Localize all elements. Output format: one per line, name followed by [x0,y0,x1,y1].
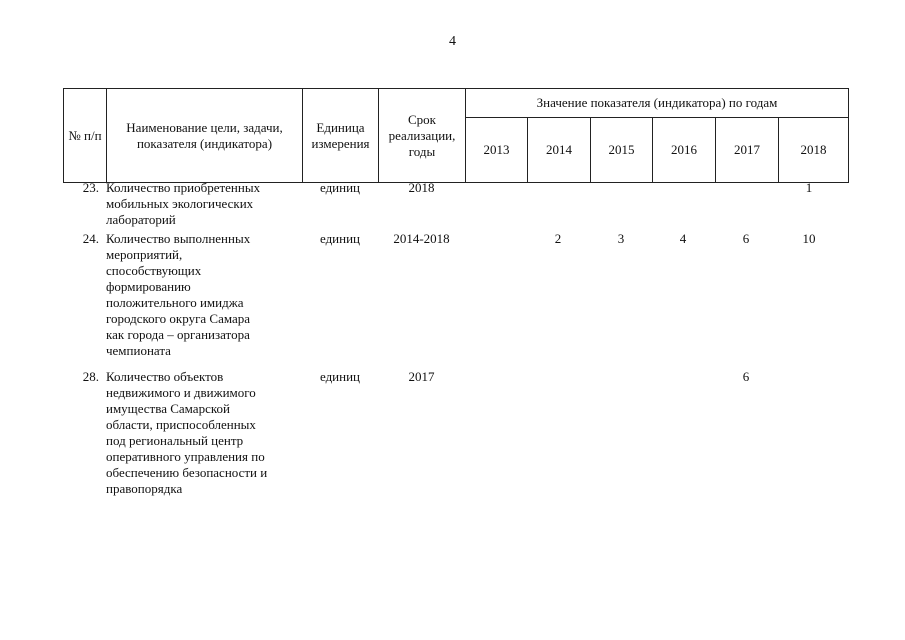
row-name: Количество выполненных мероприятий, способствующих формированию положительного имиджа городского округа Самара как города – организатора чемпионата [106,231,251,358]
row-value: 4 [679,231,687,246]
header-name: Наименование цели, задачи, показателя (индикатора) [107,89,303,183]
header-year: 2016 [653,118,716,183]
row-value: 6 [742,369,750,384]
row-value: 6 [742,231,750,246]
header-year: 2014 [528,118,591,183]
row-term: 2018 [408,180,435,195]
row-unit: единиц [319,180,361,195]
row-num: 23. [82,180,99,195]
row-unit: единиц [319,369,361,384]
header-values-group: Значение показателя (индикатора) по годам [466,89,849,118]
row-term: 2014-2018 [393,231,450,246]
header-year: 2017 [716,118,779,183]
header-year: 2015 [591,118,653,183]
row-name: Количество объектов недвижимого и движимого имущества Самарской области, приспособленных под региональный центр оперативного управления по обеспечению безопасности и правопорядка [106,369,268,496]
row-value: 1 [805,180,813,195]
row-unit: единиц [319,231,361,246]
header-term: Срок реализации, годы [379,89,466,183]
row-value: 2 [554,231,562,246]
row-name: Количество приобретенных мобильных экологических лабораторий [106,180,261,227]
table-header [63,88,849,183]
row-term: 2017 [408,369,435,384]
header-year: 2018 [779,118,849,183]
row-num: 28. [82,369,99,384]
header-num: № п/п [64,89,107,183]
header-year: 2013 [466,118,528,183]
page-number: 4 [449,34,456,49]
row-value: 3 [617,231,625,246]
row-num: 24. [82,231,99,246]
row-value: 10 [802,231,816,246]
header-unit: Единица измерения [303,89,379,183]
